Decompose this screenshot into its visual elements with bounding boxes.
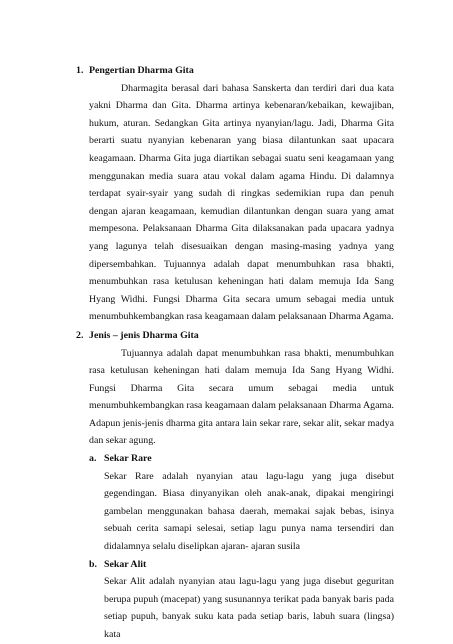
section-1-number: 1.: [76, 65, 84, 76]
subsection-b-title: Sekar Alit: [104, 558, 147, 570]
section-2-number: 2.: [76, 329, 84, 341]
section-2-paragraph: Tujuannya adalah dapat menumbuhkan rasa bhakti, menumbuhkan rasa ketulusan keheningan hati dalam memuja Ida Sang Hyang Widhi. Fungsi Dharma Gita secara umum sebagai media untuk menumbuhkembangkan rasa keagamaan dalam pelaksanaan Dharma Agama. Adapun jenis-jenis dharma gita antara lain sekar rare, sekar alit, sekar madya dan sekar agung.: [89, 347, 394, 447]
subsection-b-paragraph: Sekar Alit adalah nyanyian atau lagu-lagu yang juga disebut geguritan berupa pupuh (macepat) yang susunannya terikat pada banyak baris pada setiap pupuh, banyak suku kata pada setiap baris, labuh suara (lingsa) kata: [104, 576, 394, 640]
subsection-b-heading: [89, 556, 394, 574]
subsection-a-paragraph: Sekar Rare adalah nyanyian atau lagu-lagu yang juga disebut gegendingan. Biasa dinyanyikan oleh anak-anak, dipakai mengiringi gambelan menggunakan bahasa daerah, memakai sajak bebas, isinya sebuah cerita samapi selesai, setiap lagu punya nama tersendiri dan didalamnya selalu diselipkan ajaran- ajaran susila: [104, 470, 394, 553]
subsection-sekar-rare: [89, 450, 394, 556]
subsection-b-letter: b.: [89, 558, 97, 570]
section-2-heading: [76, 327, 394, 345]
section-1-title: Pengertian Dharma Gita: [89, 65, 194, 76]
subsection-a-title: Sekar Rare: [104, 453, 152, 465]
document-body: [76, 62, 394, 644]
subsection-sekar-alit: [89, 556, 394, 644]
subsection-a-heading: [89, 450, 394, 468]
section-1-paragraph: Dharmagita berasal dari bahasa Sanskerta dan terdiri dari dua kata yakni Dharma dan Gita. Dharma artinya kebenaran/kebaikan, kewajiban, hukum, aturan. Sedangkan Gita artinya nyanyian/lagu. Jadi, Dharma Gita berarti suatu nyanyian kebenaran yang biasa dilantunkan saat upacara keagamaan. Dharma Gita juga diartikan sebagai suatu seni keagamaan yang menggunakan media suara atau vokal dalam agama Hindu. Di dalamnya terdapat syair-syair yang sudah di ringkas sedemikian rupa dan penuh dengan ajaran keagamaan, kemudian dilantunkan dengan suara yang amat mempesona. Pelaksanaan Dharma Gita dilaksanakan pada upacara yadnya yang lagunya telah disesuaikan dengan masing-masing yadnya yang dipersembahkan. Tujuannya adalah dapat menumbuhkan rasa bhakti, menumbuhkan rasa ketulusan keheningan hati dalam memuja Ida Sang Hyang Widhi. Fungsi Dharma Gita secara umum sebagai media untuk menumbuhkembangkan rasa keagamaan dalam pelaksanaan Dharma Agama.: [89, 82, 394, 323]
section-1-heading: [76, 62, 394, 80]
subsection-a-letter: a.: [89, 453, 97, 465]
section-2-title: Jenis – jenis Dharma Gita: [89, 329, 199, 341]
